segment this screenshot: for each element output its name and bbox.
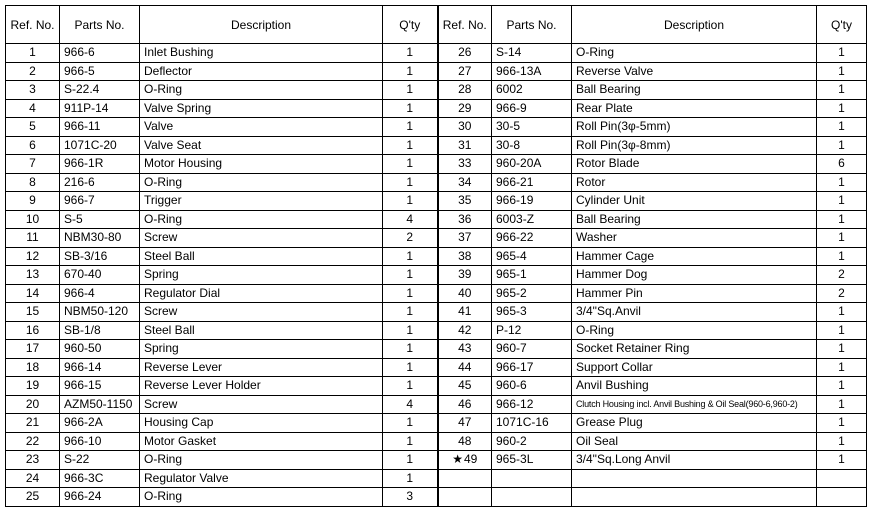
description-cell: Valve Seat bbox=[140, 136, 383, 155]
quantity-cell: 1 bbox=[383, 432, 438, 451]
table-row bbox=[6, 62, 867, 81]
part-no-cell: 960-6 bbox=[492, 377, 572, 396]
ref-no-cell: 11 bbox=[6, 229, 60, 248]
part-no-cell: 966-19 bbox=[492, 192, 572, 211]
quantity-cell: 1 bbox=[383, 358, 438, 377]
ref-no-cell: 46 bbox=[438, 395, 492, 414]
description-cell: O-Ring bbox=[572, 321, 817, 340]
part-no-cell bbox=[492, 488, 572, 507]
table-row bbox=[6, 155, 867, 174]
table-row bbox=[6, 229, 867, 248]
description-cell: O-Ring bbox=[140, 488, 383, 507]
part-no-cell: 965-3 bbox=[492, 303, 572, 322]
ref-no-cell: 8 bbox=[6, 173, 60, 192]
ref-no-cell: 48 bbox=[438, 432, 492, 451]
table-row bbox=[6, 192, 867, 211]
part-no-cell: 966-10 bbox=[60, 432, 140, 451]
ref-no-cell: 13 bbox=[6, 266, 60, 285]
table-row bbox=[6, 321, 867, 340]
ref-no-cell: 26 bbox=[438, 44, 492, 63]
ref-no-cell: 40 bbox=[438, 284, 492, 303]
quantity-cell bbox=[817, 488, 867, 507]
ref-no-cell: 1 bbox=[6, 44, 60, 63]
ref-no-cell: 20 bbox=[6, 395, 60, 414]
quantity-cell: 1 bbox=[817, 44, 867, 63]
quantity-cell: 1 bbox=[383, 118, 438, 137]
table-row bbox=[6, 488, 867, 507]
quantity-cell: 1 bbox=[383, 303, 438, 322]
quantity-cell: 1 bbox=[817, 451, 867, 470]
quantity-cell: 1 bbox=[383, 377, 438, 396]
table-row bbox=[6, 340, 867, 359]
part-no-cell: P-12 bbox=[492, 321, 572, 340]
ref-no-cell: 28 bbox=[438, 81, 492, 100]
description-cell: Hammer Dog bbox=[572, 266, 817, 285]
quantity-cell: 6 bbox=[817, 155, 867, 174]
quantity-cell: 2 bbox=[817, 284, 867, 303]
parts-rows bbox=[6, 44, 867, 507]
ref-no-cell: 5 bbox=[6, 118, 60, 137]
table-row bbox=[6, 44, 867, 63]
description-cell: Socket Retainer Ring bbox=[572, 340, 817, 359]
ref-no-cell: 30 bbox=[438, 118, 492, 137]
part-no-cell: SB-3/16 bbox=[60, 247, 140, 266]
part-no-cell: 966-21 bbox=[492, 173, 572, 192]
table-row bbox=[6, 136, 867, 155]
quantity-cell: 1 bbox=[383, 266, 438, 285]
table-row bbox=[6, 284, 867, 303]
part-no-cell: SB-1/8 bbox=[60, 321, 140, 340]
quantity-cell: 2 bbox=[817, 266, 867, 285]
quantity-cell: 1 bbox=[817, 377, 867, 396]
quantity-cell: 1 bbox=[817, 340, 867, 359]
ref-no-cell: 44 bbox=[438, 358, 492, 377]
description-cell: Trigger bbox=[140, 192, 383, 211]
parts-list bbox=[5, 5, 867, 507]
quantity-cell: 1 bbox=[383, 340, 438, 359]
quantity-cell: 1 bbox=[817, 395, 867, 414]
part-no-cell: 6002 bbox=[492, 81, 572, 100]
ref-no-cell: 9 bbox=[6, 192, 60, 211]
table-row bbox=[6, 118, 867, 137]
table-row bbox=[6, 210, 867, 229]
description-cell: Housing Cap bbox=[140, 414, 383, 433]
part-no-cell: S-14 bbox=[492, 44, 572, 63]
description-cell: Motor Gasket bbox=[140, 432, 383, 451]
ref-header-left: Ref. No. bbox=[6, 6, 60, 44]
star-icon: ★ bbox=[452, 452, 463, 467]
quantity-cell: 1 bbox=[383, 451, 438, 470]
ref-header-right: Ref. No. bbox=[438, 6, 492, 44]
quantity-cell: 1 bbox=[817, 303, 867, 322]
table-row bbox=[6, 99, 867, 118]
part-no-cell: 966-1R bbox=[60, 155, 140, 174]
part-no-cell: 966-22 bbox=[492, 229, 572, 248]
ref-no-cell: 23 bbox=[6, 451, 60, 470]
quantity-cell: 1 bbox=[383, 81, 438, 100]
part-no-cell: 960-7 bbox=[492, 340, 572, 359]
part-no-cell: 966-24 bbox=[60, 488, 140, 507]
quantity-cell: 1 bbox=[383, 414, 438, 433]
part-no-cell: 960-20A bbox=[492, 155, 572, 174]
description-cell: Cylinder Unit bbox=[572, 192, 817, 211]
ref-no-cell: 19 bbox=[6, 377, 60, 396]
description-cell: Hammer Pin bbox=[572, 284, 817, 303]
ref-no-cell bbox=[438, 488, 492, 507]
ref-no-cell: 45 bbox=[438, 377, 492, 396]
part-no-cell: 30-5 bbox=[492, 118, 572, 137]
description-cell: Valve bbox=[140, 118, 383, 137]
quantity-cell: 1 bbox=[817, 358, 867, 377]
part-no-cell: 911P-14 bbox=[60, 99, 140, 118]
ref-no-cell bbox=[438, 469, 492, 488]
description-cell: Washer bbox=[572, 229, 817, 248]
table-row bbox=[6, 173, 867, 192]
ref-no-cell: 12 bbox=[6, 247, 60, 266]
description-cell: Rotor bbox=[572, 173, 817, 192]
header-row bbox=[6, 6, 867, 44]
ref-no-cell: 37 bbox=[438, 229, 492, 248]
part-no-cell: 1071C-16 bbox=[492, 414, 572, 433]
description-cell: O-Ring bbox=[140, 210, 383, 229]
part-no-cell: NBM30-80 bbox=[60, 229, 140, 248]
ref-no-cell: 31 bbox=[438, 136, 492, 155]
quantity-cell: 1 bbox=[383, 247, 438, 266]
ref-no-cell: 27 bbox=[438, 62, 492, 81]
quantity-cell: 1 bbox=[383, 469, 438, 488]
quantity-cell: 1 bbox=[383, 155, 438, 174]
table-row bbox=[6, 432, 867, 451]
part-no-cell: 965-4 bbox=[492, 247, 572, 266]
ref-no-cell bbox=[438, 451, 492, 470]
description-cell: Ball Bearing bbox=[572, 81, 817, 100]
quantity-cell: 1 bbox=[817, 81, 867, 100]
part-no-cell: 966-13A bbox=[492, 62, 572, 81]
part-no-cell: 216-6 bbox=[60, 173, 140, 192]
table-row bbox=[6, 247, 867, 266]
ref-no-cell: 18 bbox=[6, 358, 60, 377]
description-cell: Roll Pin(3φ-5mm) bbox=[572, 118, 817, 137]
description-cell bbox=[572, 488, 817, 507]
part-no-cell: 966-11 bbox=[60, 118, 140, 137]
part-no-cell: S-22 bbox=[60, 451, 140, 470]
description-cell: Motor Housing bbox=[140, 155, 383, 174]
ref-no-cell: 25 bbox=[6, 488, 60, 507]
part-no-cell bbox=[492, 469, 572, 488]
ref-no-cell: 33 bbox=[438, 155, 492, 174]
quantity-cell: 4 bbox=[383, 395, 438, 414]
description-cell: Screw bbox=[140, 303, 383, 322]
qty-header-right: Q'ty bbox=[817, 6, 867, 44]
quantity-cell: 1 bbox=[817, 321, 867, 340]
parts-header-right: Parts No. bbox=[492, 6, 572, 44]
quantity-cell: 1 bbox=[817, 62, 867, 81]
quantity-cell: 1 bbox=[817, 432, 867, 451]
ref-no-cell: 17 bbox=[6, 340, 60, 359]
ref-no-cell: 14 bbox=[6, 284, 60, 303]
table-row bbox=[6, 377, 867, 396]
description-cell: 3/4"Sq.Anvil bbox=[572, 303, 817, 322]
part-no-cell: 966-5 bbox=[60, 62, 140, 81]
description-cell: 3/4"Sq.Long Anvil bbox=[572, 451, 817, 470]
description-cell: Deflector bbox=[140, 62, 383, 81]
ref-no-cell: 47 bbox=[438, 414, 492, 433]
qty-header-left: Q'ty bbox=[383, 6, 438, 44]
quantity-cell: 1 bbox=[817, 99, 867, 118]
table-row bbox=[6, 266, 867, 285]
ref-no-cell: 29 bbox=[438, 99, 492, 118]
part-no-cell: S-22.4 bbox=[60, 81, 140, 100]
ref-no-cell: 24 bbox=[6, 469, 60, 488]
ref-no-cell: 43 bbox=[438, 340, 492, 359]
description-cell: Anvil Bushing bbox=[572, 377, 817, 396]
quantity-cell: 1 bbox=[383, 284, 438, 303]
table-row bbox=[6, 414, 867, 433]
ref-no-cell: 4 bbox=[6, 99, 60, 118]
ref-no-cell: 6 bbox=[6, 136, 60, 155]
quantity-cell: 1 bbox=[817, 192, 867, 211]
quantity-cell: 1 bbox=[383, 136, 438, 155]
ref-no-cell: 35 bbox=[438, 192, 492, 211]
ref-no-cell: 16 bbox=[6, 321, 60, 340]
ref-no-cell: 41 bbox=[438, 303, 492, 322]
ref-no-cell: 2 bbox=[6, 62, 60, 81]
table-row bbox=[6, 81, 867, 100]
part-no-cell: 6003-Z bbox=[492, 210, 572, 229]
description-cell: Reverse Valve bbox=[572, 62, 817, 81]
description-cell: Hammer Cage bbox=[572, 247, 817, 266]
table-row bbox=[6, 395, 867, 414]
quantity-cell: 1 bbox=[817, 414, 867, 433]
description-cell: Ball Bearing bbox=[572, 210, 817, 229]
ref-no-cell: 38 bbox=[438, 247, 492, 266]
description-cell: Rear Plate bbox=[572, 99, 817, 118]
description-cell: O-Ring bbox=[572, 44, 817, 63]
quantity-cell: 3 bbox=[383, 488, 438, 507]
description-cell: Steel Ball bbox=[140, 321, 383, 340]
ref-no-cell: 15 bbox=[6, 303, 60, 322]
part-no-cell: 965-2 bbox=[492, 284, 572, 303]
part-no-cell: NBM50-120 bbox=[60, 303, 140, 322]
quantity-cell: 1 bbox=[383, 44, 438, 63]
part-no-cell: 965-1 bbox=[492, 266, 572, 285]
parts-header-left: Parts No. bbox=[60, 6, 140, 44]
description-cell: Valve Spring bbox=[140, 99, 383, 118]
part-no-cell: 960-2 bbox=[492, 432, 572, 451]
description-header-left: Description bbox=[140, 6, 383, 44]
description-cell: Oil Seal bbox=[572, 432, 817, 451]
description-cell: Spring bbox=[140, 340, 383, 359]
part-no-cell: AZM50-1150 bbox=[60, 395, 140, 414]
ref-no-cell: 7 bbox=[6, 155, 60, 174]
quantity-cell: 4 bbox=[383, 210, 438, 229]
part-no-cell: 966-7 bbox=[60, 192, 140, 211]
quantity-cell: 1 bbox=[383, 62, 438, 81]
description-cell: Steel Ball bbox=[140, 247, 383, 266]
part-no-cell: 966-9 bbox=[492, 99, 572, 118]
description-cell: Spring bbox=[140, 266, 383, 285]
part-no-cell: 966-4 bbox=[60, 284, 140, 303]
description-cell: O-Ring bbox=[140, 173, 383, 192]
ref-no-cell: 10 bbox=[6, 210, 60, 229]
description-cell: Roll Pin(3φ-8mm) bbox=[572, 136, 817, 155]
part-no-cell: 966-6 bbox=[60, 44, 140, 63]
table-row bbox=[6, 451, 867, 470]
part-no-cell: 966-17 bbox=[492, 358, 572, 377]
parts-table bbox=[5, 5, 867, 507]
ref-no-text: 49 bbox=[463, 452, 478, 467]
part-no-cell: 30-8 bbox=[492, 136, 572, 155]
description-cell: Support Collar bbox=[572, 358, 817, 377]
ref-no-cell: 34 bbox=[438, 173, 492, 192]
part-no-cell: 670-40 bbox=[60, 266, 140, 285]
quantity-cell: 2 bbox=[383, 229, 438, 248]
quantity-cell: 1 bbox=[817, 229, 867, 248]
description-cell: Screw bbox=[140, 395, 383, 414]
part-no-cell: 966-12 bbox=[492, 395, 572, 414]
description-cell: Inlet Bushing bbox=[140, 44, 383, 63]
quantity-cell: 1 bbox=[383, 321, 438, 340]
description-cell: Screw bbox=[140, 229, 383, 248]
description-cell bbox=[572, 469, 817, 488]
description-cell: Reverse Lever Holder bbox=[140, 377, 383, 396]
description-cell: Grease Plug bbox=[572, 414, 817, 433]
ref-no-cell: 36 bbox=[438, 210, 492, 229]
ref-no-cell: 22 bbox=[6, 432, 60, 451]
description-cell: Clutch Housing incl. Anvil Bushing & Oil Seal(960-6,960-2) bbox=[572, 395, 817, 414]
part-no-cell: 1071C-20 bbox=[60, 136, 140, 155]
table-row bbox=[6, 303, 867, 322]
quantity-cell bbox=[817, 469, 867, 488]
part-no-cell: 966-15 bbox=[60, 377, 140, 396]
description-cell: Regulator Valve bbox=[140, 469, 383, 488]
description-cell: Reverse Lever bbox=[140, 358, 383, 377]
part-no-cell: 965-3L bbox=[492, 451, 572, 470]
quantity-cell: 1 bbox=[383, 99, 438, 118]
part-no-cell: 966-2A bbox=[60, 414, 140, 433]
ref-no-cell: 21 bbox=[6, 414, 60, 433]
quantity-cell: 1 bbox=[817, 247, 867, 266]
part-no-cell: S-5 bbox=[60, 210, 140, 229]
table-row bbox=[6, 469, 867, 488]
description-cell: O-Ring bbox=[140, 451, 383, 470]
part-no-cell: 966-3C bbox=[60, 469, 140, 488]
table-row bbox=[6, 358, 867, 377]
quantity-cell: 1 bbox=[383, 173, 438, 192]
quantity-cell: 1 bbox=[817, 118, 867, 137]
quantity-cell: 1 bbox=[817, 173, 867, 192]
description-cell: Regulator Dial bbox=[140, 284, 383, 303]
description-header-right: Description bbox=[572, 6, 817, 44]
quantity-cell: 1 bbox=[817, 136, 867, 155]
quantity-cell: 1 bbox=[383, 192, 438, 211]
description-cell: O-Ring bbox=[140, 81, 383, 100]
ref-no-cell: 42 bbox=[438, 321, 492, 340]
part-no-cell: 960-50 bbox=[60, 340, 140, 359]
part-no-cell: 966-14 bbox=[60, 358, 140, 377]
quantity-cell: 1 bbox=[817, 210, 867, 229]
ref-no-cell: 3 bbox=[6, 81, 60, 100]
description-cell: Rotor Blade bbox=[572, 155, 817, 174]
ref-no-cell: 39 bbox=[438, 266, 492, 285]
